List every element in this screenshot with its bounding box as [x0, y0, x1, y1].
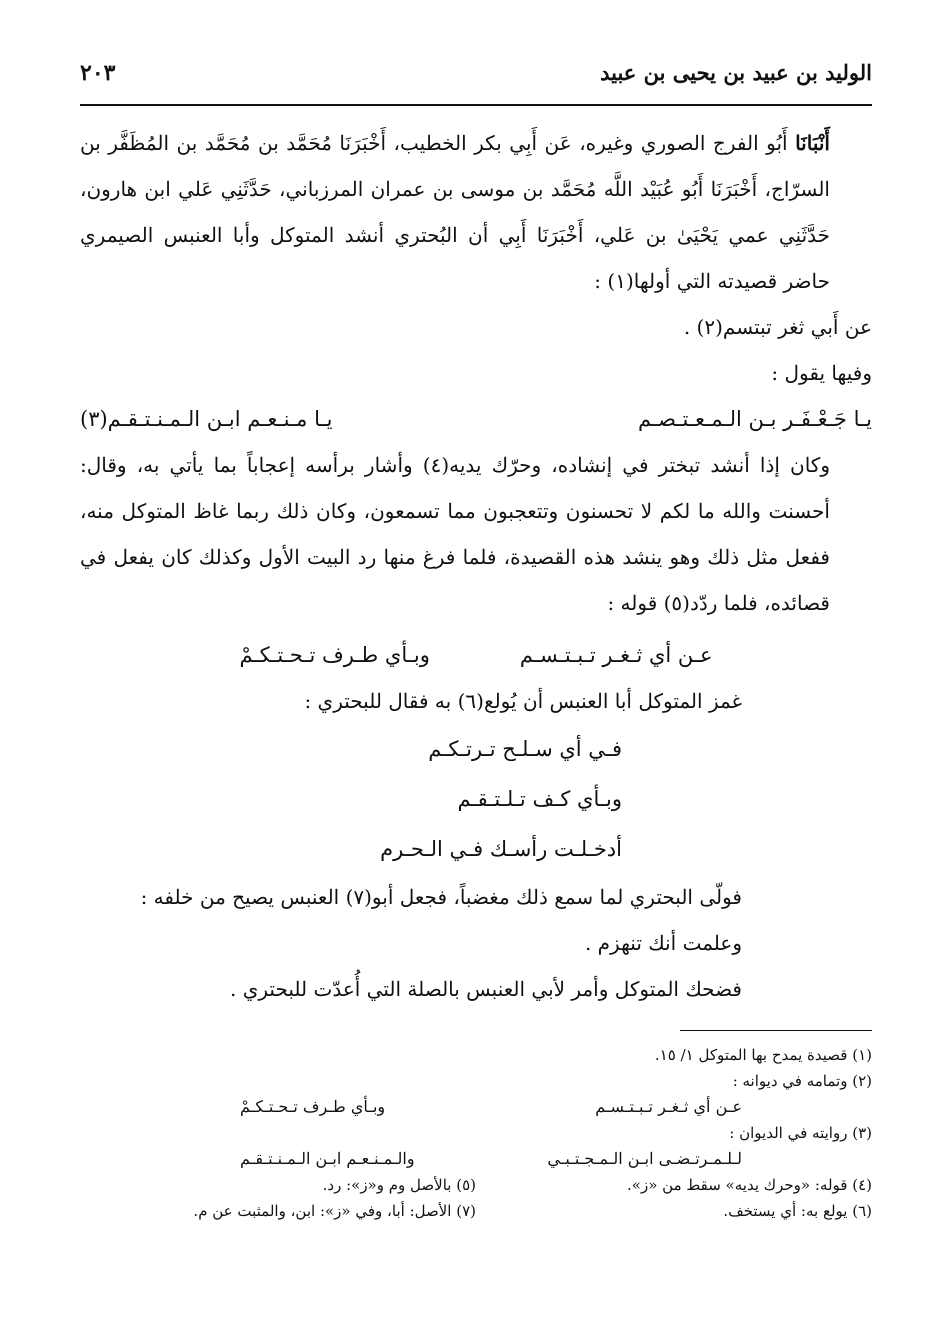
- verse-jafar: [80, 396, 872, 442]
- footnote-1: (١) قصيدة يمدح بها المتوكل ١/ ١٥.: [654, 1046, 872, 1064]
- verse-line: أدخـلـت رأسـك فـي الـحـرم: [380, 837, 622, 861]
- wafiha-line: وفيها يقول :: [771, 361, 872, 385]
- footnote-5: (٥) بالأصل وم و«ز»: رد.: [322, 1176, 476, 1194]
- verse-hemistich: يـا مـنـعـم ابـن الـمـنـتـقـم(٣): [80, 407, 333, 431]
- header-rule: [80, 104, 872, 106]
- alimta-line: وعلمت أنك تنهزم .: [584, 931, 742, 955]
- main-text: [80, 120, 872, 1012]
- page-number: ٢٠٣: [80, 60, 116, 86]
- footnote-4: (٤) قوله: «وحرك يديه» سقط من «ز».: [627, 1176, 872, 1194]
- paragraph-isnad: [80, 120, 872, 304]
- running-title: الوليد بن عبيد بن يحيى بن عبيد: [600, 60, 872, 85]
- verse-hemistich: عـن أي ثـغـر تـبـتـسـم: [519, 643, 713, 667]
- verse-hemistich: وبـأي طـرف تـحـتـكـمْ: [240, 1097, 386, 1116]
- page-header: [80, 60, 872, 100]
- verse-line: فـي أي سـلـح تـرتـكـم: [428, 737, 622, 761]
- paragraph-text: أَبُو الفرج الصوري وغيره، عَن أَبِي بكر الخطيب، أَخْبَرَنَا مُحَمَّد بن مُحَمَّد بن المُظَفَّر بن السرّاج، أَخْبَرَنَا أَبُو عُبَيْد اللَّه مُحَمَّد بن موسى بن عمران المرزباني، حَدَّثَنِي عَلي ابن هارون، حَدَّثَنِي عمي يَحْيَىٰ بن عَلي، أَخْبَرَنَا أَبِي أن البُحتري أنشد المتوكل وأبا العنبس الصيمري حاضر قصيدته التي أولها(١) :: [80, 131, 830, 293]
- verse-hemistich: وبـأي طـرف تـحـتـكـمْ: [239, 643, 430, 667]
- final-line: فضحك المتوكل وأمر لأبي العنبس بالصلة التي أُعدّت للبحتري .: [230, 977, 742, 1001]
- footnote-7: (٧) الأصل: أبا، وفي «ز»: ابن، والمثبت عن م.: [193, 1202, 476, 1220]
- verse-hemistich: لـلـمـرتـضـى ابـن الـمـجـتـبـي: [547, 1149, 742, 1168]
- verse-hemistich: والـمـنـعـم ابـن الـمـنـتـقـم: [240, 1149, 415, 1168]
- paragraph-departure: فولّى البحتري لما سمع ذلك مغضباً، فجعل أبو(٧) العنبس يصيح من خلفه :: [140, 885, 742, 909]
- footnotes: [80, 1042, 872, 1224]
- verse-hemistich: عـن أي ثـغـر تـبـتـسـم: [595, 1097, 742, 1116]
- verse-hemistich: يـا جَـعْـفَـر بـن الـمـعـتـصـم: [638, 407, 872, 431]
- ghamaz-line: غمز المتوكل أبا العنبس أن يُولع(٦) به فقال للبحتري :: [304, 689, 742, 713]
- footnote-6: (٦) يولع به: أي يستخف.: [723, 1202, 872, 1220]
- footnote-row: [80, 1172, 872, 1198]
- footnote-2: (٢) وتمامه في ديوانه :: [732, 1072, 872, 1090]
- footnote-row: [80, 1198, 872, 1224]
- footnote-3-verse: [80, 1146, 872, 1172]
- verse-thaghr: [80, 632, 872, 678]
- footnote-rule: [680, 1030, 872, 1031]
- opening-line: عن أَبي ثغر تبتسم(٢) .: [683, 315, 872, 339]
- verse-reply: [80, 724, 872, 874]
- footnote-3: (٣) روايته في الديوان :: [729, 1124, 872, 1142]
- verse-line: وبـأي كـف تـلـتـقـم: [457, 787, 622, 811]
- footnote-2-verse: [80, 1094, 872, 1120]
- lead-word: أَنْبَانَا: [795, 131, 830, 155]
- paragraph-recitation: وكان إذا أنشد تبختر في إنشاده، وحرّك يديه(٤) وأشار برأسه إعجاباً بما يأتي به، وقال: أحسنت والله ما لكم لا تحسنون وتتعجبون مما تسمعون، وكان ذلك ربما غاظ المتوكل منه، ففعل مثل ذلك وهو ينشد هذه القصيدة، فلما فرغ منها رد البيت الأول وكذلك كان يفعل في قصائده، فلما ردّد(٥) قوله :: [80, 453, 830, 615]
